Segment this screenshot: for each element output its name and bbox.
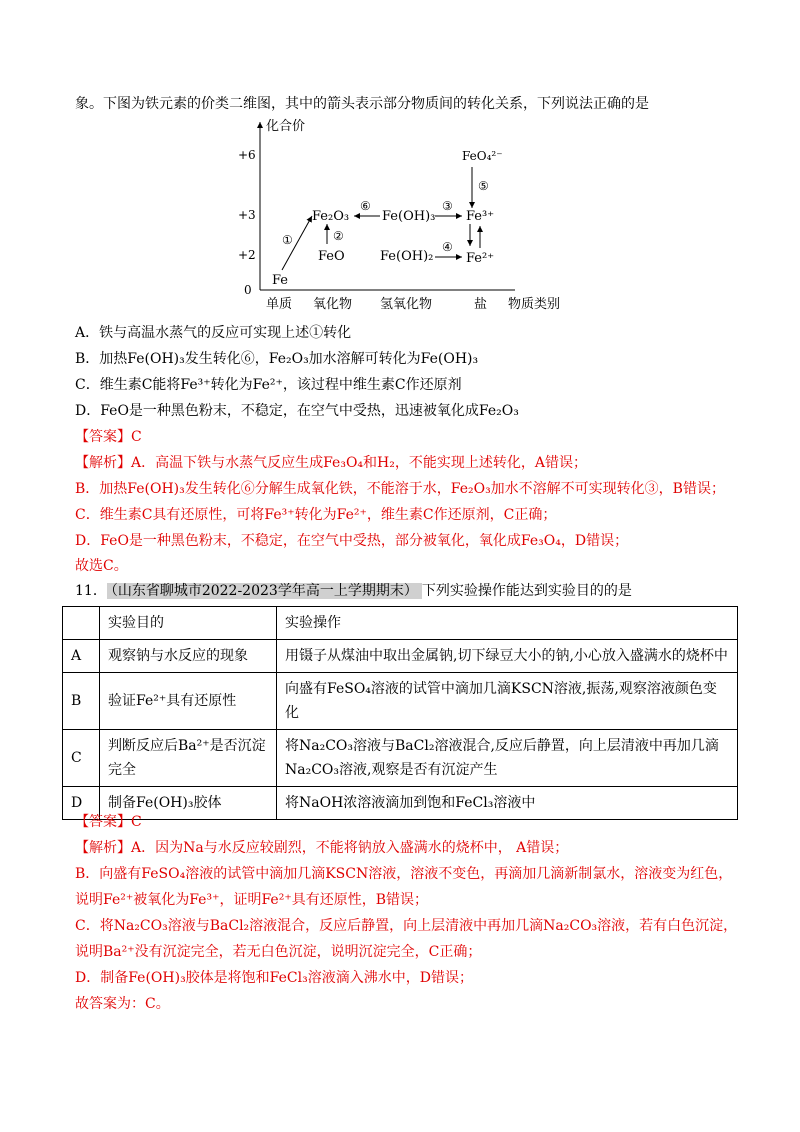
table-cell: 观察钠与水反应的现象: [100, 640, 277, 673]
option-c: C．维生素C能将Fe³⁺转化为Fe²⁺，该过程中维生素C作还原剂: [75, 377, 462, 393]
table-cell: C: [63, 730, 100, 787]
species-fe2o3: Fe₂O₃: [312, 209, 350, 224]
table-row: [63, 730, 738, 787]
analysis-line: C．维生素C具有还原性，可将Fe³⁺转化为Fe²⁺，维生素C作还原剂，C正确；: [75, 507, 557, 523]
x-category: 氢氧化物: [380, 297, 433, 312]
x-axis-label: 物质类别: [508, 297, 560, 312]
conclusion: 故答案为：C。: [75, 996, 170, 1012]
answer: 【答案】C: [75, 429, 142, 445]
species-fe2: Fe²⁺: [466, 251, 495, 266]
analysis-line: 说明Fe²⁺被氧化为Fe³⁺，证明Fe²⁺具有还原性，B错误；: [75, 892, 428, 908]
table-cell: D: [63, 787, 100, 820]
table-row: [63, 787, 738, 820]
table-cell: 将NaOH浓溶液滴加到饱和FeCl₃溶液中: [277, 787, 738, 820]
table-cell: B: [63, 673, 100, 730]
table-header-cell: 实验目的: [100, 607, 277, 640]
analysis-line: B．向盛有FeSO₄溶液的试管中滴加几滴KSCN溶液，溶液不变色，再滴加几滴新制氯水，溶液变为红色，: [75, 866, 733, 882]
question-number: 11．: [75, 583, 107, 599]
question-source: （山东省聊城市2022-2023学年高一上学期期末）: [107, 583, 422, 599]
arrow-label-2: ②: [333, 229, 344, 243]
iron-valence-diagram: [230, 112, 560, 312]
answer: 【答案】C: [75, 814, 142, 830]
table-row: [63, 673, 738, 730]
x-category: 氧化物: [313, 297, 353, 312]
option-a: A．铁与高温水蒸气的反应可实现上述①转化: [75, 325, 352, 341]
table-row: [63, 640, 738, 673]
x-category: 单质: [266, 297, 293, 312]
analysis-line: D．FeO是一种黑色粉末，不稳定，在空气中受热，部分被氧化，氧化成Fe₃O₄，D错误；: [75, 533, 629, 549]
analysis-line: B．加热Fe(OH)₃发生转化⑥分解生成氧化铁，不能溶于水，Fe₂O₃加水不溶解不可实现转化③，B错误；: [75, 481, 725, 497]
species-fe: Fe: [272, 273, 289, 288]
table-cell: 向盛有FeSO₄溶液的试管中滴加几滴KSCN溶液,振荡,观察溶液颜色变化: [277, 673, 738, 730]
analysis-line: C．将Na₂CO₃溶液与BaCl₂溶液混合，反应后静置，向上层清液中再加几滴Na₂CO₃溶液，若有白色沉淀，: [75, 918, 738, 934]
table-cell: 将Na₂CO₃溶液与BaCl₂溶液混合,反应后静置，向上层清液中再加几滴Na₂CO₃溶液,观察是否有沉淀产生: [277, 730, 738, 787]
species-feoh3: Fe(OH)₃: [382, 209, 436, 224]
question-11-heading: [75, 581, 632, 601]
species-feoh2: Fe(OH)₂: [380, 249, 434, 264]
species-feo: FeO: [318, 249, 345, 264]
y-tick: 0: [244, 283, 252, 297]
option-d: D．FeO是一种黑色粉末，不稳定，在空气中受热，迅速被氧化成Fe₂O₃: [75, 403, 519, 419]
question-intro: 象。下图为铁元素的价类二维图，其中的箭头表示部分物质间的转化关系，下列说法正确的是: [75, 96, 649, 112]
y-tick: +6: [238, 148, 256, 162]
analysis-line: 【解析】A．因为Na与水反应较剧烈，不能将钠放入盛满水的烧杯中， A错误；: [75, 840, 569, 856]
y-axis-label: 化合价: [266, 119, 306, 134]
species-fe3: Fe³⁺: [466, 209, 495, 224]
y-tick: +2: [238, 248, 256, 262]
experiment-table: [62, 606, 738, 820]
conclusion: 故选C。: [75, 558, 128, 574]
table-cell: 判断反应后Ba²⁺是否沉淀完全: [100, 730, 277, 787]
arrow-label-3: ③: [442, 199, 453, 213]
x-category: 盐: [474, 297, 488, 312]
table-header-cell: [63, 607, 100, 640]
table-header-row: [63, 607, 738, 640]
table-cell: 验证Fe²⁺具有还原性: [100, 673, 277, 730]
question-stem: 下列实验操作能达到实验目的的是: [421, 583, 632, 599]
species-feo4: FeO₄²⁻: [462, 149, 503, 163]
y-tick: +3: [238, 208, 256, 222]
arrow-label-6: ⑥: [360, 199, 371, 213]
analysis-line: D．制备Fe(OH)₃胶体是将饱和FeCl₃溶液滴入沸水中，D错误；: [75, 970, 473, 986]
table-header-cell: 实验操作: [277, 607, 738, 640]
analysis-line: 【解析】A．高温下铁与水蒸气反应生成Fe₃O₄和H₂，不能实现上述转化，A错误；: [75, 455, 587, 471]
table-cell: 制备Fe(OH)₃胶体: [100, 787, 277, 820]
arrow-label-5: ⑤: [478, 179, 489, 193]
analysis-line: 说明Ba²⁺没有沉淀完全，若无白色沉淀，说明沉淀完全，C正确；: [75, 944, 482, 960]
arrow-label-1: ①: [282, 233, 293, 247]
arrow-label-4: ④: [442, 240, 453, 254]
table-cell: 用镊子从煤油中取出金属钠,切下绿豆大小的钠,小心放入盛满水的烧杯中: [277, 640, 738, 673]
option-b: B．加热Fe(OH)₃发生转化⑥，Fe₂O₃加水溶解可转化为Fe(OH)₃: [75, 351, 479, 367]
table-cell: A: [63, 640, 100, 673]
